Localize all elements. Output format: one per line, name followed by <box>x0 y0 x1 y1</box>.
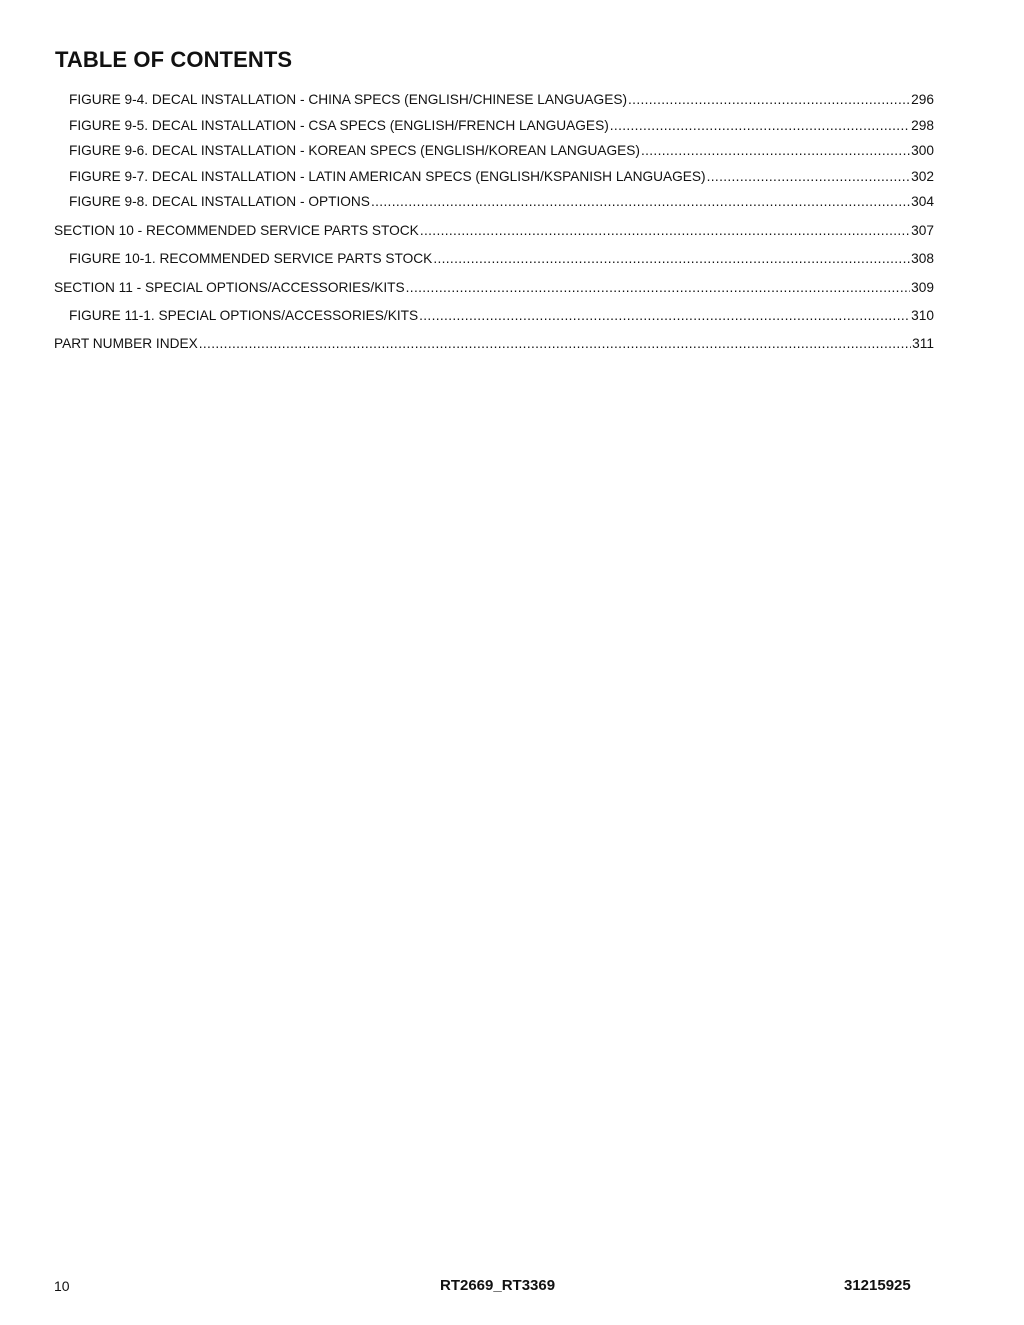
toc-entry-label: SECTION 10 - RECOMMENDED SERVICE PARTS STOCK <box>54 222 419 238</box>
toc-entry-label: FIGURE 10-1. RECOMMENDED SERVICE PARTS STOCK <box>69 251 433 267</box>
toc-entry-label: SECTION 11 - SPECIAL OPTIONS/ACCESSORIES/KITS <box>54 279 405 295</box>
toc-entry-page: 296 <box>911 92 934 107</box>
toc-entry-section-10[interactable] <box>54 221 934 241</box>
toc-entry-page: 304 <box>911 194 934 210</box>
dot-leader <box>406 278 911 298</box>
footer-document-number: 31215925 <box>844 1277 911 1294</box>
toc-entry-page: 309 <box>911 279 934 295</box>
dot-leader <box>433 249 910 269</box>
toc-entry-figure-11-1[interactable] <box>54 306 934 326</box>
dot-leader <box>707 167 911 187</box>
toc-list <box>54 90 934 360</box>
dot-leader <box>419 306 910 326</box>
dot-leader <box>628 90 910 110</box>
footer-page-number: 10 <box>54 1278 70 1294</box>
toc-entry-figure-9-8[interactable] <box>54 192 934 212</box>
dot-leader <box>199 334 911 354</box>
toc-entry-page: 300 <box>911 143 934 159</box>
toc-entry-page: 310 <box>911 307 934 323</box>
page-title: TABLE OF CONTENTS <box>55 47 293 72</box>
toc-entry-page: 307 <box>911 222 934 238</box>
toc-entry-label: FIGURE 9-4. DECAL INSTALLATION - CHINA SPECS (ENGLISH/CHINESE LANGUAGES) <box>69 92 628 107</box>
toc-entry-label: FIGURE 9-7. DECAL INSTALLATION - LATIN AMERICAN SPECS (ENGLISH/KSPANISH LANGUAGES) <box>69 168 706 184</box>
dot-leader <box>420 221 910 241</box>
toc-entry-label: FIGURE 9-6. DECAL INSTALLATION - KOREAN SPECS (ENGLISH/KOREAN LANGUAGES) <box>69 143 640 159</box>
dot-leader <box>610 116 910 136</box>
toc-entry-label: FIGURE 9-5. DECAL INSTALLATION - CSA SPECS (ENGLISH/FRENCH LANGUAGES) <box>69 117 609 133</box>
toc-entry-figure-9-5[interactable] <box>54 116 934 136</box>
toc-entry-figure-9-6[interactable] <box>54 141 934 161</box>
dot-leader <box>371 192 910 212</box>
toc-entry-page: 311 <box>912 336 934 352</box>
toc-entry-label: FIGURE 9-8. DECAL INSTALLATION - OPTIONS <box>69 194 370 210</box>
toc-entry-page: 302 <box>911 168 934 184</box>
toc-entry-page: 308 <box>911 251 934 267</box>
toc-entry-figure-10-1[interactable] <box>54 249 934 269</box>
toc-entry-section-11[interactable] <box>54 278 934 298</box>
toc-entry-label: FIGURE 11-1. SPECIAL OPTIONS/ACCESSORIES/KITS <box>69 307 419 323</box>
footer-model-name: RT2669_RT3369 <box>440 1277 556 1294</box>
toc-entry-figure-9-7[interactable] <box>54 167 934 187</box>
toc-entry-figure-9-4[interactable] <box>54 90 934 110</box>
toc-entry-page: 298 <box>911 117 934 133</box>
toc-entry-label: PART NUMBER INDEX <box>54 336 198 352</box>
toc-entry-part-number-index[interactable] <box>54 334 934 354</box>
dot-leader <box>641 141 910 161</box>
